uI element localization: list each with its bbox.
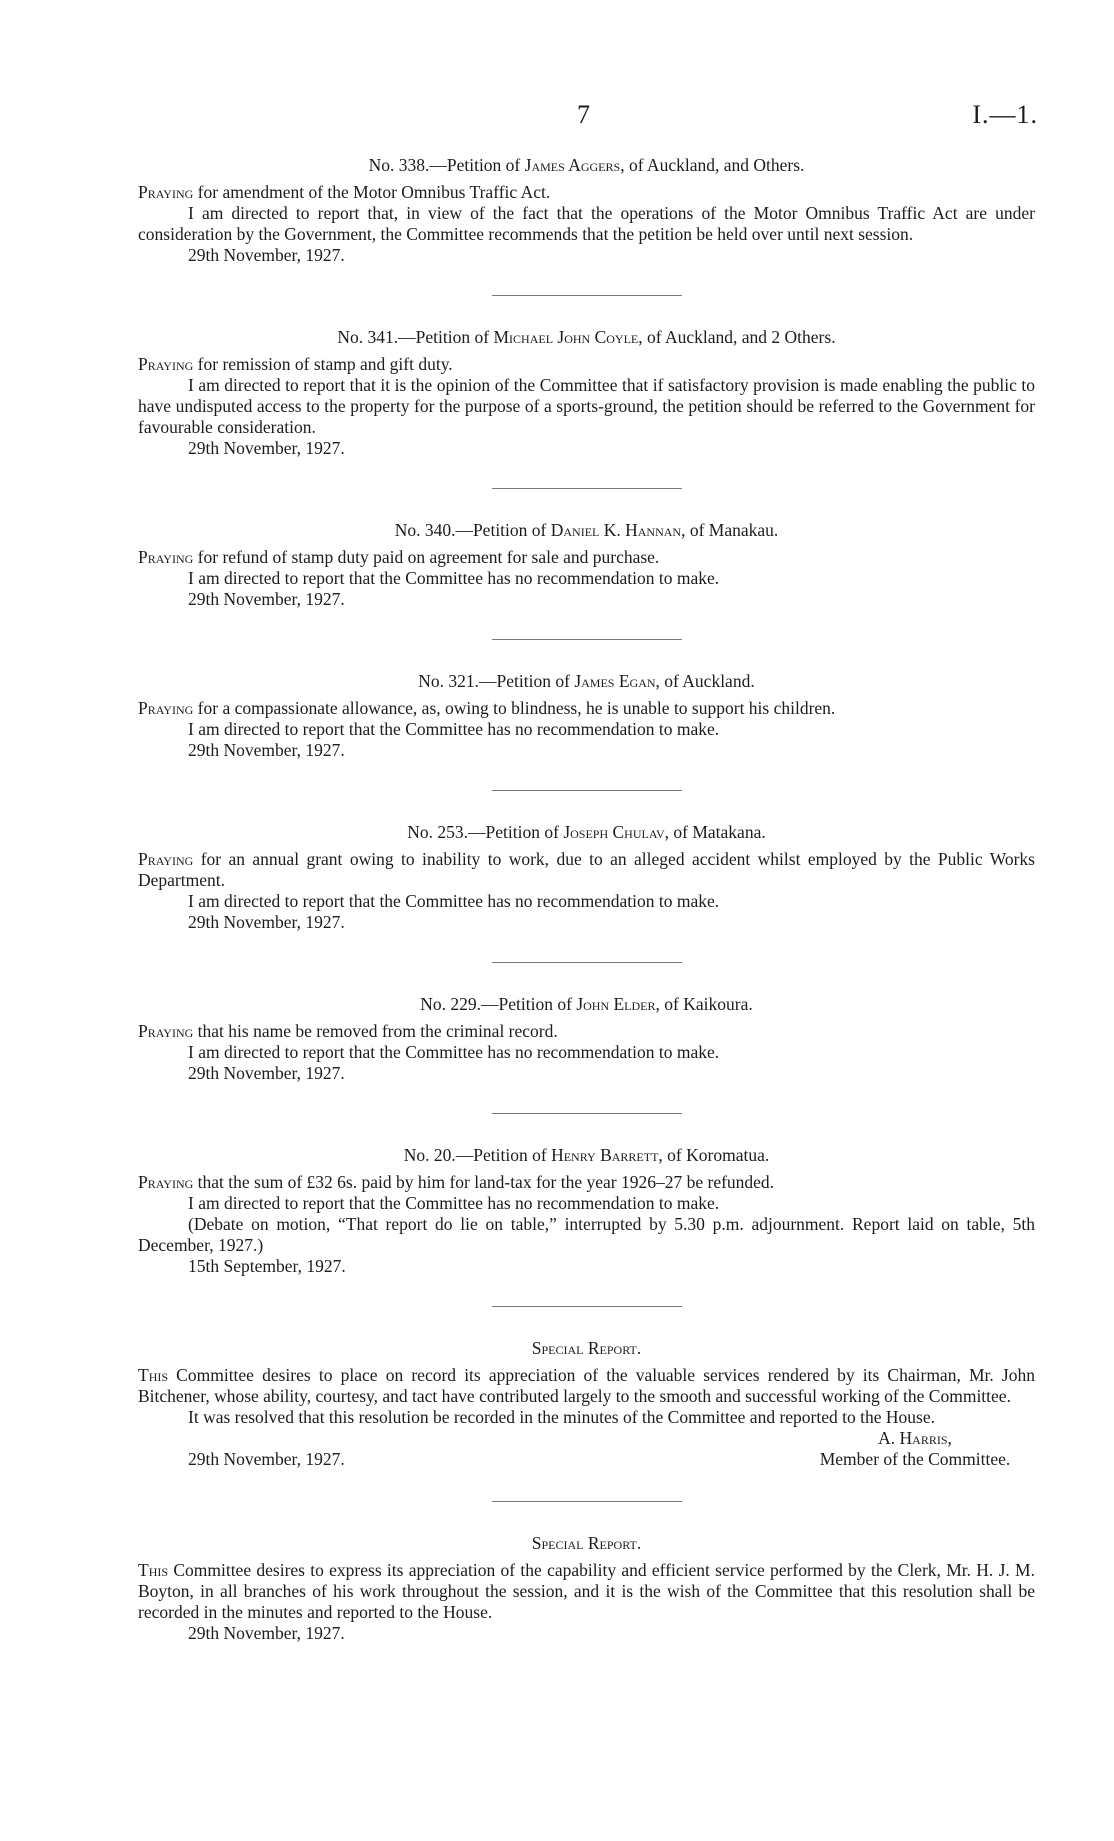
section-divider xyxy=(492,488,682,489)
petition-section xyxy=(138,520,1035,610)
page-number: 7 xyxy=(577,100,590,129)
signatory-name: A. Harris, xyxy=(878,1428,952,1448)
praying-paragraph: Praying that the sum of £32 6s. paid by him for land-tax for the year 1926–27 be refunded. xyxy=(138,1172,775,1192)
praying-paragraph: Praying that his name be removed from the criminal record. xyxy=(138,1021,558,1041)
praying-paragraph: Praying for amendment of the Motor Omnibus Traffic Act. xyxy=(138,182,551,202)
praying-paragraph: Praying for refund of stamp duty paid on agreement for sale and purchase. xyxy=(138,547,660,567)
petition-section xyxy=(138,1145,1035,1277)
praying-paragraph: Praying for remission of stamp and gift duty. xyxy=(138,354,453,374)
report-date: 15th September, 1927. xyxy=(188,1256,346,1276)
petitioner-name: Henry Barrett xyxy=(551,1145,659,1165)
petitioner-name: James Egan xyxy=(574,671,656,691)
petition-section xyxy=(138,327,1035,459)
signatory-role: Member of the Committee. xyxy=(819,1449,1011,1469)
section-divider xyxy=(492,1306,682,1307)
report-paragraph: I am directed to report that the Committee has no recommendation to make. xyxy=(188,719,720,739)
petitioner-name: John Elder xyxy=(576,994,656,1014)
petition-section xyxy=(138,155,1035,266)
debate-note-paragraph: (Debate on motion, “That report do lie on table,” interrupted by 5.30 p.m. adjournment. Report laid on table, 5th December, 1927.) xyxy=(138,1214,1035,1255)
report-date: 29th November, 1927. xyxy=(188,245,345,265)
petitioner-name: Joseph Chulav xyxy=(563,822,665,842)
report-date: 29th November, 1927. xyxy=(188,589,345,609)
signature-block xyxy=(138,1428,1035,1472)
praying-paragraph: Praying for an annual grant owing to inability to work, due to an alleged accident whilst employed by the Public Works Department. xyxy=(138,849,1035,890)
signatory xyxy=(795,1428,1035,1470)
petition-title: No. 340.—Petition of Daniel K. Hannan, of Manakau. xyxy=(394,520,779,540)
petition-section xyxy=(138,671,1035,761)
special-report-section xyxy=(138,1533,1035,1644)
petition-title: No. 338.—Petition of James Aggers, of Auckland, and Others. xyxy=(368,155,805,175)
petition-title: No. 321.—Petition of James Egan, of Auckland. xyxy=(418,671,755,691)
special-report-paragraph: This Committee desires to express its appreciation of the capability and efficient service performed by the Clerk, Mr. H. J. M. Boyton, in all branches of his work throughout the session, and it is the wish of the Committee that this resolution shall be recorded in the minutes and reported to the House. xyxy=(138,1560,1035,1622)
report-date: 29th November, 1927. xyxy=(188,740,345,760)
report-date: 29th November, 1927. xyxy=(188,438,345,458)
section-divider xyxy=(492,639,682,640)
report-paragraph: I am directed to report that it is the opinion of the Committee that if satisfactory provision is made enabling the public to have undisputed access to the property for the purpose of a sports-ground, the petition should be referred to the Government for favourable consideration. xyxy=(138,375,1035,437)
special-report-title: Special Report. xyxy=(531,1338,642,1358)
page-header xyxy=(0,100,1114,134)
special-report-paragraph: This Committee desires to place on record its appreciation of the valuable services rendered by its Chairman, Mr. John Bitchener, whose ability, courtesy, and tact have contributed largely to the smooth and successful working of the Committee. xyxy=(138,1365,1035,1406)
praying-paragraph: Praying for a compassionate allowance, as, owing to blindness, he is unable to support his children. xyxy=(138,698,836,718)
petitioner-name: Daniel K. Hannan xyxy=(550,520,682,540)
section-divider xyxy=(492,1113,682,1114)
petition-title: No. 341.—Petition of Michael John Coyle, of Auckland, and 2 Others. xyxy=(337,327,836,347)
resolution-paragraph: It was resolved that this resolution be recorded in the minutes of the Committee and reported to the House. xyxy=(188,1407,935,1427)
petition-title: No. 20.—Petition of Henry Barrett, of Koromatua. xyxy=(403,1145,770,1165)
petition-title: No. 253.—Petition of Joseph Chulav, of Matakana. xyxy=(407,822,766,842)
special-report-date: 29th November, 1927. xyxy=(188,1623,345,1643)
document-reference: I.—1. xyxy=(972,100,1038,129)
section-divider xyxy=(492,295,682,296)
petitioner-name: Michael John Coyle xyxy=(493,327,639,347)
report-paragraph: I am directed to report that the Committee has no recommendation to make. xyxy=(188,891,720,911)
report-paragraph: I am directed to report that the Committee has no recommendation to make. xyxy=(188,1193,720,1213)
report-date: 29th November, 1927. xyxy=(188,912,345,932)
section-divider xyxy=(492,1501,682,1502)
section-divider xyxy=(492,790,682,791)
petitioner-name: James Aggers xyxy=(524,155,621,175)
special-report-date: 29th November, 1927. xyxy=(188,1449,345,1469)
report-date: 29th November, 1927. xyxy=(188,1063,345,1083)
report-paragraph: I am directed to report that the Committee has no recommendation to make. xyxy=(188,1042,720,1062)
report-paragraph: I am directed to report that the Committee has no recommendation to make. xyxy=(188,568,720,588)
petition-section xyxy=(138,994,1035,1084)
special-report-title: Special Report. xyxy=(531,1533,642,1553)
report-paragraph: I am directed to report that, in view of the fact that the operations of the Motor Omnibus Traffic Act are under consideration by the Government, the Committee recommends that the petition be held over until next session. xyxy=(138,203,1035,244)
petition-section xyxy=(138,822,1035,933)
petition-title: No. 229.—Petition of John Elder, of Kaikoura. xyxy=(420,994,753,1014)
section-divider xyxy=(492,962,682,963)
document-body xyxy=(138,155,1035,1644)
special-report-section xyxy=(138,1338,1035,1472)
